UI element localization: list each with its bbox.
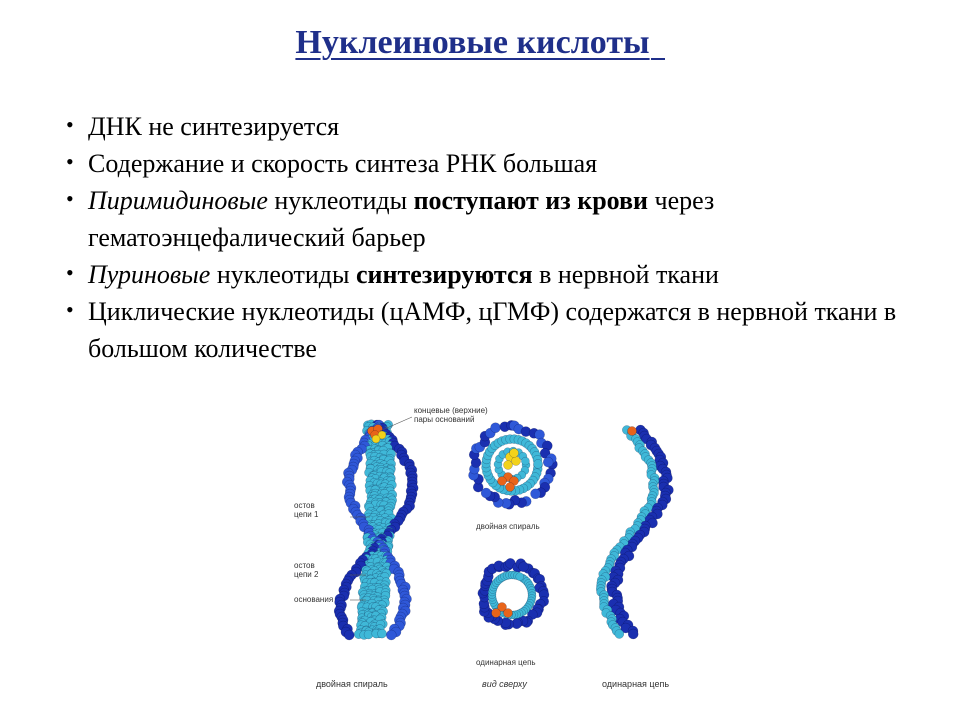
single-chain-model	[596, 425, 673, 639]
atom-sphere	[504, 609, 513, 618]
atom-sphere	[516, 573, 524, 581]
atom-sphere	[504, 461, 513, 470]
label-end-pairs-line1: концевые (верхние)	[414, 406, 488, 415]
atom-sphere	[534, 459, 543, 468]
bullet-text: нуклеотиды	[210, 260, 357, 289]
bullet-text: Циклические нуклеотиды (цАМФ, цГМФ) содержатся в нервной ткани в большом количестве	[88, 297, 897, 363]
slide-title-text: Нуклеиновые кислоты	[295, 24, 650, 61]
caption-top-view: вид сверху	[482, 679, 527, 689]
atom-sphere	[512, 457, 521, 466]
bullet-item	[62, 108, 902, 145]
bullet-bold-phrase: синтезируются	[356, 260, 533, 289]
label-backbone1-line1: остов	[294, 501, 315, 510]
atom-sphere	[386, 630, 396, 640]
bullet-item	[62, 293, 902, 367]
label-backbone2-line2: цепи 2	[294, 570, 319, 579]
bullet-dot-icon: •	[66, 149, 74, 174]
atom-sphere	[510, 449, 519, 458]
bullet-list	[62, 108, 902, 367]
atom-sphere	[531, 489, 541, 499]
bullet-text: ДНК не синтезируется	[88, 112, 340, 141]
double-helix-model	[334, 420, 418, 640]
atom-sphere	[543, 457, 553, 467]
bullet-text: в нервной ткани	[532, 260, 719, 289]
caption-single-chain: одинарная цепь	[602, 679, 670, 689]
atom-sphere	[344, 630, 354, 640]
bullet-dot-icon: •	[66, 260, 74, 285]
top-view-single-chain	[478, 558, 549, 629]
atom-sphere	[378, 629, 387, 638]
slide-title	[0, 24, 960, 62]
bullet-dot-icon: •	[66, 112, 74, 137]
bullet-text: нуклеотиды	[267, 186, 414, 215]
atom-sphere	[519, 562, 529, 572]
atom-sphere	[506, 483, 515, 492]
bullet-italic-term: Пиримидиновые	[88, 186, 268, 215]
bullet-bold-phrase: поступают из крови	[413, 186, 649, 215]
bullet-text: через гематоэнцефалический барьер	[88, 186, 715, 252]
bullet-dot-icon: •	[66, 186, 74, 211]
atom-sphere	[492, 609, 501, 618]
atom-sphere	[491, 423, 501, 433]
label-bases: основания	[294, 595, 334, 604]
title-underline-tail	[651, 58, 665, 60]
bullet-item	[62, 256, 902, 293]
bullet-item	[62, 145, 902, 182]
label-end-pairs-line2: пары оснований	[414, 415, 475, 424]
top-view-double-helix	[469, 420, 558, 509]
dna-illustration	[280, 395, 700, 700]
atom-sphere	[498, 477, 507, 486]
atom-sphere	[372, 435, 380, 443]
label-top-double: двойная спираль	[476, 522, 540, 531]
dna-figure	[280, 395, 700, 700]
label-backbone2-line1: остов	[294, 561, 315, 570]
label-backbone1-line2: цепи 1	[294, 510, 319, 519]
bullet-item	[62, 182, 902, 256]
bullet-text: Содержание и скорость синтеза РНК большая	[88, 149, 598, 178]
atom-sphere	[521, 457, 529, 465]
bullet-italic-term: Пуриновые	[88, 260, 211, 289]
caption-double-helix: двойная спираль	[316, 679, 388, 689]
atom-sphere	[628, 427, 637, 436]
atom-sphere	[615, 630, 624, 639]
atom-sphere	[628, 629, 638, 639]
label-top-single: одинарная цепь	[476, 658, 536, 667]
bullet-dot-icon: •	[66, 297, 74, 322]
